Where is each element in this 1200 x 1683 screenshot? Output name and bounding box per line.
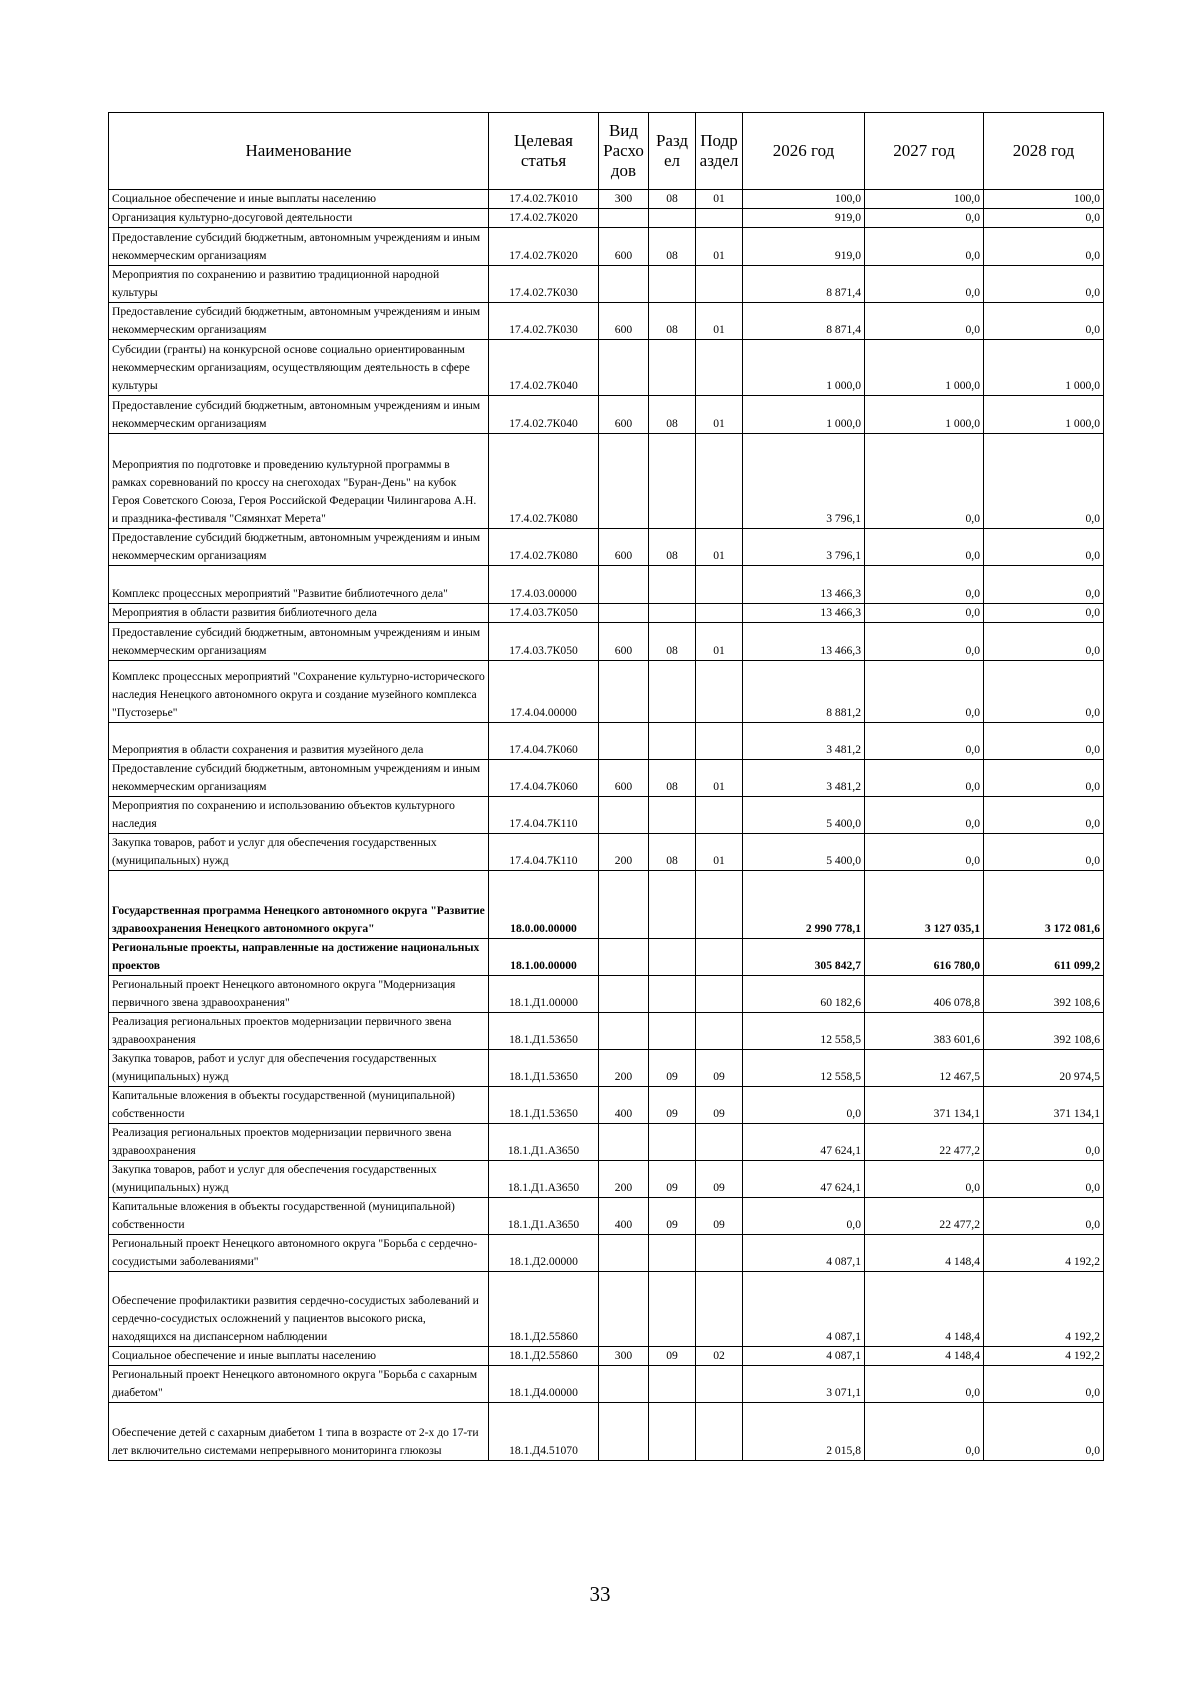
table-row bbox=[109, 976, 1104, 1013]
table-body bbox=[109, 190, 1104, 1461]
row-value-2028: 3 172 081,6 bbox=[984, 871, 1104, 939]
row-section bbox=[649, 1124, 696, 1161]
row-value-2028: 1 000,0 bbox=[984, 340, 1104, 396]
table-row bbox=[109, 1347, 1104, 1366]
row-value-2028: 20 974,5 bbox=[984, 1050, 1104, 1087]
table-row bbox=[109, 266, 1104, 303]
row-value-2026: 2 015,8 bbox=[743, 1403, 865, 1461]
row-value-2028: 0,0 bbox=[984, 834, 1104, 871]
row-value-2028: 611 099,2 bbox=[984, 939, 1104, 976]
row-value-2026: 2 990 778,1 bbox=[743, 871, 865, 939]
table-row bbox=[109, 1124, 1104, 1161]
header-subsection: Подр аздел bbox=[696, 113, 743, 190]
row-value-2026: 919,0 bbox=[743, 228, 865, 266]
row-value-2028: 392 108,6 bbox=[984, 1013, 1104, 1050]
row-section: 08 bbox=[649, 529, 696, 566]
row-value-2028: 371 134,1 bbox=[984, 1087, 1104, 1124]
row-name: Капитальные вложения в объекты государственной (муниципальной) собственности bbox=[109, 1087, 489, 1124]
row-value-2028: 392 108,6 bbox=[984, 976, 1104, 1013]
row-section bbox=[649, 1235, 696, 1272]
row-subsection bbox=[696, 1272, 743, 1347]
row-subsection: 02 bbox=[696, 1347, 743, 1366]
row-value-2027: 100,0 bbox=[865, 190, 984, 209]
table-row bbox=[109, 529, 1104, 566]
table-row bbox=[109, 1235, 1104, 1272]
row-target: 18.1.Д1.А3650 bbox=[489, 1198, 599, 1235]
header-2028: 2028 год bbox=[984, 113, 1104, 190]
row-value-2028: 0,0 bbox=[984, 529, 1104, 566]
row-name: Обеспечение профилактики развития сердечно-сосудистых заболеваний и сердечно-сосудистых осложнений у пациентов высокого риска, находящихся на диспансерном наблюдении bbox=[109, 1272, 489, 1347]
row-name: Реализация региональных проектов модернизации первичного звена здравоохранения bbox=[109, 1124, 489, 1161]
row-subsection bbox=[696, 340, 743, 396]
row-name: Закупка товаров, работ и услуг для обеспечения государственных (муниципальных) нужд bbox=[109, 1050, 489, 1087]
row-name: Реализация региональных проектов модернизации первичного звена здравоохранения bbox=[109, 1013, 489, 1050]
row-value-2026: 13 466,3 bbox=[743, 566, 865, 604]
row-name: Предоставление субсидий бюджетным, автономным учреждениям и иным некоммерческим организациям bbox=[109, 228, 489, 266]
row-name: Социальное обеспечение и иные выплаты населению bbox=[109, 190, 489, 209]
row-subsection bbox=[696, 797, 743, 834]
row-name: Обеспечение детей с сахарным диабетом 1 типа в возрасте от 2-х до 17-ти лет включительно системами непрерывного мониторинга глюкозы bbox=[109, 1403, 489, 1461]
header-expense-type: Вид Расхо дов bbox=[599, 113, 649, 190]
row-section bbox=[649, 723, 696, 760]
row-subsection: 01 bbox=[696, 760, 743, 797]
row-value-2026: 5 400,0 bbox=[743, 797, 865, 834]
table-row bbox=[109, 834, 1104, 871]
row-name: Мероприятия в области развития библиотечного дела bbox=[109, 604, 489, 623]
header-name: Наименование bbox=[109, 113, 489, 190]
row-value-2027: 0,0 bbox=[865, 723, 984, 760]
row-target: 17.4.02.7К020 bbox=[489, 209, 599, 228]
row-value-2028: 0,0 bbox=[984, 1366, 1104, 1403]
row-target: 17.4.03.7К050 bbox=[489, 623, 599, 661]
row-target: 17.4.02.7К010 bbox=[489, 190, 599, 209]
row-value-2027: 0,0 bbox=[865, 266, 984, 303]
row-value-2028: 0,0 bbox=[984, 303, 1104, 340]
row-subsection bbox=[696, 1403, 743, 1461]
row-section: 08 bbox=[649, 303, 696, 340]
row-name: Мероприятия по подготовке и проведению культурной программы в рамках соревнований по кроссу на снегоходах "Буран-День" на кубок Героя Советского Союза, Героя Российской Федерации Чилингарова А.Н. и праздника-фестиваля "Сямянхат Мерета" bbox=[109, 434, 489, 529]
table-row bbox=[109, 228, 1104, 266]
table-header-row bbox=[109, 113, 1104, 190]
row-section: 09 bbox=[649, 1161, 696, 1198]
row-section bbox=[649, 976, 696, 1013]
row-name: Капитальные вложения в объекты государственной (муниципальной) собственности bbox=[109, 1198, 489, 1235]
row-name: Предоставление субсидий бюджетным, автономным учреждениям и иным некоммерческим организациям bbox=[109, 396, 489, 434]
row-expense-type bbox=[599, 604, 649, 623]
row-value-2026: 0,0 bbox=[743, 1198, 865, 1235]
row-section: 08 bbox=[649, 396, 696, 434]
row-value-2028: 0,0 bbox=[984, 566, 1104, 604]
row-value-2027: 4 148,4 bbox=[865, 1235, 984, 1272]
row-target: 17.4.02.7К080 bbox=[489, 529, 599, 566]
row-name: Комплекс процессных мероприятий "Сохранение культурно-исторического наследия Ненецкого автономного округа и создание музейного комплекса "Пустозерье" bbox=[109, 661, 489, 723]
row-name: Предоставление субсидий бюджетным, автономным учреждениям и иным некоммерческим организациям bbox=[109, 623, 489, 661]
row-value-2026: 3 481,2 bbox=[743, 760, 865, 797]
row-value-2026: 8 871,4 bbox=[743, 303, 865, 340]
row-expense-type: 600 bbox=[599, 396, 649, 434]
row-value-2027: 371 134,1 bbox=[865, 1087, 984, 1124]
row-value-2027: 0,0 bbox=[865, 1366, 984, 1403]
row-value-2027: 0,0 bbox=[865, 760, 984, 797]
row-target: 18.1.Д4.00000 bbox=[489, 1366, 599, 1403]
row-value-2027: 383 601,6 bbox=[865, 1013, 984, 1050]
table-row bbox=[109, 939, 1104, 976]
row-expense-type bbox=[599, 871, 649, 939]
row-value-2028: 0,0 bbox=[984, 1403, 1104, 1461]
row-name: Региональный проект Ненецкого автономного округа "Модернизация первичного звена здравоохранения" bbox=[109, 976, 489, 1013]
row-section: 08 bbox=[649, 623, 696, 661]
row-subsection: 01 bbox=[696, 228, 743, 266]
row-subsection bbox=[696, 266, 743, 303]
row-value-2028: 4 192,2 bbox=[984, 1235, 1104, 1272]
row-value-2027: 0,0 bbox=[865, 797, 984, 834]
row-section bbox=[649, 797, 696, 834]
row-expense-type bbox=[599, 1366, 649, 1403]
row-subsection bbox=[696, 661, 743, 723]
row-section bbox=[649, 434, 696, 529]
row-value-2026: 3 481,2 bbox=[743, 723, 865, 760]
row-value-2026: 13 466,3 bbox=[743, 623, 865, 661]
table-row bbox=[109, 1087, 1104, 1124]
row-value-2027: 22 477,2 bbox=[865, 1124, 984, 1161]
row-value-2027: 616 780,0 bbox=[865, 939, 984, 976]
row-value-2028: 1 000,0 bbox=[984, 396, 1104, 434]
row-subsection bbox=[696, 1366, 743, 1403]
row-target: 18.1.Д1.53650 bbox=[489, 1087, 599, 1124]
row-value-2028: 0,0 bbox=[984, 209, 1104, 228]
row-name: Региональные проекты, направленные на достижение национальных проектов bbox=[109, 939, 489, 976]
row-expense-type: 200 bbox=[599, 1050, 649, 1087]
row-target: 17.4.04.7К060 bbox=[489, 723, 599, 760]
row-target: 18.1.00.00000 bbox=[489, 939, 599, 976]
row-value-2026: 5 400,0 bbox=[743, 834, 865, 871]
row-expense-type: 400 bbox=[599, 1198, 649, 1235]
row-expense-type bbox=[599, 1013, 649, 1050]
row-value-2026: 60 182,6 bbox=[743, 976, 865, 1013]
row-subsection: 01 bbox=[696, 834, 743, 871]
table-row bbox=[109, 340, 1104, 396]
row-section: 08 bbox=[649, 190, 696, 209]
row-expense-type: 400 bbox=[599, 1087, 649, 1124]
row-section bbox=[649, 604, 696, 623]
row-subsection: 01 bbox=[696, 529, 743, 566]
row-value-2027: 0,0 bbox=[865, 834, 984, 871]
table-row bbox=[109, 190, 1104, 209]
row-subsection: 09 bbox=[696, 1161, 743, 1198]
row-value-2026: 8 871,4 bbox=[743, 266, 865, 303]
row-value-2028: 0,0 bbox=[984, 723, 1104, 760]
row-expense-type bbox=[599, 939, 649, 976]
row-value-2027: 0,0 bbox=[865, 661, 984, 723]
row-target: 17.4.02.7К080 bbox=[489, 434, 599, 529]
row-value-2026: 1 000,0 bbox=[743, 340, 865, 396]
row-subsection: 09 bbox=[696, 1050, 743, 1087]
row-name: Предоставление субсидий бюджетным, автономным учреждениям и иным некоммерческим организациям bbox=[109, 760, 489, 797]
row-value-2027: 0,0 bbox=[865, 209, 984, 228]
table-row bbox=[109, 723, 1104, 760]
row-name: Субсидии (гранты) на конкурсной основе социально ориентированным некоммерческим организациям, осуществляющим деятельность в сфере культуры bbox=[109, 340, 489, 396]
row-name: Мероприятия в области сохранения и развития музейного дела bbox=[109, 723, 489, 760]
row-value-2026: 12 558,5 bbox=[743, 1050, 865, 1087]
row-section bbox=[649, 1013, 696, 1050]
row-expense-type bbox=[599, 661, 649, 723]
row-target: 17.4.02.7К040 bbox=[489, 396, 599, 434]
table-row bbox=[109, 1013, 1104, 1050]
row-value-2027: 0,0 bbox=[865, 303, 984, 340]
row-section: 09 bbox=[649, 1050, 696, 1087]
row-subsection bbox=[696, 871, 743, 939]
row-name: Региональный проект Ненецкого автономного округа "Борьба с сахарным диабетом" bbox=[109, 1366, 489, 1403]
row-subsection bbox=[696, 723, 743, 760]
row-subsection: 01 bbox=[696, 396, 743, 434]
row-target: 17.4.04.7К110 bbox=[489, 797, 599, 834]
row-name: Региональный проект Ненецкого автономного округа "Борьба с сердечно-сосудистыми заболеваниями" bbox=[109, 1235, 489, 1272]
row-target: 17.4.02.7К020 bbox=[489, 228, 599, 266]
row-section: 09 bbox=[649, 1087, 696, 1124]
table-row bbox=[109, 760, 1104, 797]
table-row bbox=[109, 1161, 1104, 1198]
row-name: Комплекс процессных мероприятий "Развитие библиотечного дела" bbox=[109, 566, 489, 604]
row-section bbox=[649, 661, 696, 723]
row-expense-type bbox=[599, 797, 649, 834]
row-value-2028: 0,0 bbox=[984, 661, 1104, 723]
row-name: Мероприятия по сохранению и использованию объектов культурного наследия bbox=[109, 797, 489, 834]
row-value-2026: 1 000,0 bbox=[743, 396, 865, 434]
row-section bbox=[649, 266, 696, 303]
row-value-2028: 0,0 bbox=[984, 760, 1104, 797]
table-row bbox=[109, 1403, 1104, 1461]
row-expense-type: 600 bbox=[599, 529, 649, 566]
row-target: 18.1.Д1.53650 bbox=[489, 1013, 599, 1050]
row-name: Закупка товаров, работ и услуг для обеспечения государственных (муниципальных) нужд bbox=[109, 1161, 489, 1198]
header-2026: 2026 год bbox=[743, 113, 865, 190]
row-value-2026: 100,0 bbox=[743, 190, 865, 209]
row-subsection bbox=[696, 566, 743, 604]
table-row bbox=[109, 1366, 1104, 1403]
row-expense-type bbox=[599, 434, 649, 529]
row-section bbox=[649, 340, 696, 396]
table-row bbox=[109, 566, 1104, 604]
row-target: 17.4.04.7К060 bbox=[489, 760, 599, 797]
row-name: Мероприятия по сохранению и развитию традиционной народной культуры bbox=[109, 266, 489, 303]
row-section: 08 bbox=[649, 760, 696, 797]
row-value-2028: 0,0 bbox=[984, 604, 1104, 623]
row-value-2026: 305 842,7 bbox=[743, 939, 865, 976]
row-target: 17.4.03.00000 bbox=[489, 566, 599, 604]
row-value-2027: 0,0 bbox=[865, 1161, 984, 1198]
row-target: 17.4.04.7К110 bbox=[489, 834, 599, 871]
row-name: Закупка товаров, работ и услуг для обеспечения государственных (муниципальных) нужд bbox=[109, 834, 489, 871]
row-section bbox=[649, 1272, 696, 1347]
row-expense-type: 600 bbox=[599, 303, 649, 340]
row-section: 09 bbox=[649, 1198, 696, 1235]
header-2027: 2027 год bbox=[865, 113, 984, 190]
row-value-2028: 100,0 bbox=[984, 190, 1104, 209]
table-row bbox=[109, 1198, 1104, 1235]
row-expense-type bbox=[599, 1403, 649, 1461]
row-expense-type bbox=[599, 1124, 649, 1161]
row-expense-type: 600 bbox=[599, 228, 649, 266]
table-row bbox=[109, 604, 1104, 623]
row-value-2027: 4 148,4 bbox=[865, 1347, 984, 1366]
row-value-2027: 406 078,8 bbox=[865, 976, 984, 1013]
row-value-2026: 47 624,1 bbox=[743, 1124, 865, 1161]
row-value-2026: 4 087,1 bbox=[743, 1347, 865, 1366]
row-section: 08 bbox=[649, 834, 696, 871]
row-expense-type: 200 bbox=[599, 834, 649, 871]
row-value-2026: 8 881,2 bbox=[743, 661, 865, 723]
row-target: 17.4.02.7К040 bbox=[489, 340, 599, 396]
row-expense-type bbox=[599, 266, 649, 303]
row-expense-type bbox=[599, 1235, 649, 1272]
table-row bbox=[109, 1272, 1104, 1347]
row-expense-type bbox=[599, 976, 649, 1013]
row-value-2027: 0,0 bbox=[865, 228, 984, 266]
row-expense-type: 300 bbox=[599, 1347, 649, 1366]
row-value-2026: 4 087,1 bbox=[743, 1235, 865, 1272]
row-section bbox=[649, 871, 696, 939]
row-value-2026: 4 087,1 bbox=[743, 1272, 865, 1347]
row-value-2028: 0,0 bbox=[984, 228, 1104, 266]
row-section bbox=[649, 939, 696, 976]
row-value-2027: 0,0 bbox=[865, 566, 984, 604]
row-value-2027: 4 148,4 bbox=[865, 1272, 984, 1347]
row-target: 17.4.02.7К030 bbox=[489, 266, 599, 303]
row-subsection bbox=[696, 939, 743, 976]
row-value-2028: 0,0 bbox=[984, 434, 1104, 529]
row-subsection bbox=[696, 1013, 743, 1050]
budget-table bbox=[108, 112, 1104, 1461]
row-expense-type bbox=[599, 340, 649, 396]
row-value-2026: 12 558,5 bbox=[743, 1013, 865, 1050]
row-expense-type bbox=[599, 566, 649, 604]
row-value-2027: 0,0 bbox=[865, 434, 984, 529]
row-value-2028: 0,0 bbox=[984, 797, 1104, 834]
row-value-2028: 0,0 bbox=[984, 623, 1104, 661]
row-expense-type bbox=[599, 1272, 649, 1347]
row-subsection bbox=[696, 434, 743, 529]
row-value-2027: 12 467,5 bbox=[865, 1050, 984, 1087]
header-section: Разд ел bbox=[649, 113, 696, 190]
row-value-2027: 0,0 bbox=[865, 1403, 984, 1461]
row-target: 18.1.Д1.53650 bbox=[489, 1050, 599, 1087]
row-value-2027: 0,0 bbox=[865, 623, 984, 661]
row-target: 18.1.Д2.55860 bbox=[489, 1347, 599, 1366]
row-name: Предоставление субсидий бюджетным, автономным учреждениям и иным некоммерческим организациям bbox=[109, 303, 489, 340]
row-value-2026: 3 796,1 bbox=[743, 434, 865, 529]
row-value-2028: 0,0 bbox=[984, 266, 1104, 303]
row-value-2028: 4 192,2 bbox=[984, 1272, 1104, 1347]
row-value-2026: 13 466,3 bbox=[743, 604, 865, 623]
row-expense-type bbox=[599, 723, 649, 760]
row-target: 18.0.00.00000 bbox=[489, 871, 599, 939]
row-section bbox=[649, 566, 696, 604]
header-target: Целевая статья bbox=[489, 113, 599, 190]
row-value-2027: 1 000,0 bbox=[865, 340, 984, 396]
row-subsection: 01 bbox=[696, 623, 743, 661]
row-value-2026: 47 624,1 bbox=[743, 1161, 865, 1198]
row-value-2027: 3 127 035,1 bbox=[865, 871, 984, 939]
row-target: 18.1.Д2.00000 bbox=[489, 1235, 599, 1272]
row-target: 18.1.Д1.00000 bbox=[489, 976, 599, 1013]
row-target: 18.1.Д4.51070 bbox=[489, 1403, 599, 1461]
table-row bbox=[109, 303, 1104, 340]
page-number: 33 bbox=[589, 1582, 611, 1606]
row-value-2027: 1 000,0 bbox=[865, 396, 984, 434]
row-section: 09 bbox=[649, 1347, 696, 1366]
table-row bbox=[109, 623, 1104, 661]
row-value-2027: 22 477,2 bbox=[865, 1198, 984, 1235]
row-name: Государственная программа Ненецкого автономного округа "Развитие здравоохранения Ненецкого автономного округа" bbox=[109, 871, 489, 939]
row-value-2028: 0,0 bbox=[984, 1198, 1104, 1235]
row-name: Социальное обеспечение и иные выплаты населению bbox=[109, 1347, 489, 1366]
row-subsection bbox=[696, 604, 743, 623]
row-value-2026: 3 071,1 bbox=[743, 1366, 865, 1403]
table-row bbox=[109, 661, 1104, 723]
table-row bbox=[109, 434, 1104, 529]
row-section: 08 bbox=[649, 228, 696, 266]
row-expense-type: 200 bbox=[599, 1161, 649, 1198]
row-value-2026: 0,0 bbox=[743, 1087, 865, 1124]
row-target: 18.1.Д1.А3650 bbox=[489, 1124, 599, 1161]
row-subsection: 09 bbox=[696, 1198, 743, 1235]
row-name: Предоставление субсидий бюджетным, автономным учреждениям и иным некоммерческим организациям bbox=[109, 529, 489, 566]
row-subsection bbox=[696, 209, 743, 228]
row-subsection: 01 bbox=[696, 190, 743, 209]
table-row bbox=[109, 209, 1104, 228]
row-subsection bbox=[696, 976, 743, 1013]
row-section bbox=[649, 1366, 696, 1403]
row-subsection bbox=[696, 1124, 743, 1161]
row-expense-type: 300 bbox=[599, 190, 649, 209]
table-row bbox=[109, 1050, 1104, 1087]
row-value-2026: 919,0 bbox=[743, 209, 865, 228]
row-subsection: 09 bbox=[696, 1087, 743, 1124]
row-target: 17.4.04.00000 bbox=[489, 661, 599, 723]
row-expense-type bbox=[599, 209, 649, 228]
row-section bbox=[649, 209, 696, 228]
row-section bbox=[649, 1403, 696, 1461]
row-value-2026: 3 796,1 bbox=[743, 529, 865, 566]
row-value-2027: 0,0 bbox=[865, 604, 984, 623]
row-subsection bbox=[696, 1235, 743, 1272]
row-expense-type: 600 bbox=[599, 623, 649, 661]
row-name: Организация культурно-досуговой деятельности bbox=[109, 209, 489, 228]
table-row bbox=[109, 797, 1104, 834]
row-value-2028: 0,0 bbox=[984, 1124, 1104, 1161]
row-subsection: 01 bbox=[696, 303, 743, 340]
row-target: 17.4.02.7К030 bbox=[489, 303, 599, 340]
row-target: 18.1.Д1.А3650 bbox=[489, 1161, 599, 1198]
row-target: 18.1.Д2.55860 bbox=[489, 1272, 599, 1347]
row-expense-type: 600 bbox=[599, 760, 649, 797]
row-value-2027: 0,0 bbox=[865, 529, 984, 566]
row-target: 17.4.03.7К050 bbox=[489, 604, 599, 623]
row-value-2028: 0,0 bbox=[984, 1161, 1104, 1198]
table-row bbox=[109, 871, 1104, 939]
table-row bbox=[109, 396, 1104, 434]
row-value-2028: 4 192,2 bbox=[984, 1347, 1104, 1366]
